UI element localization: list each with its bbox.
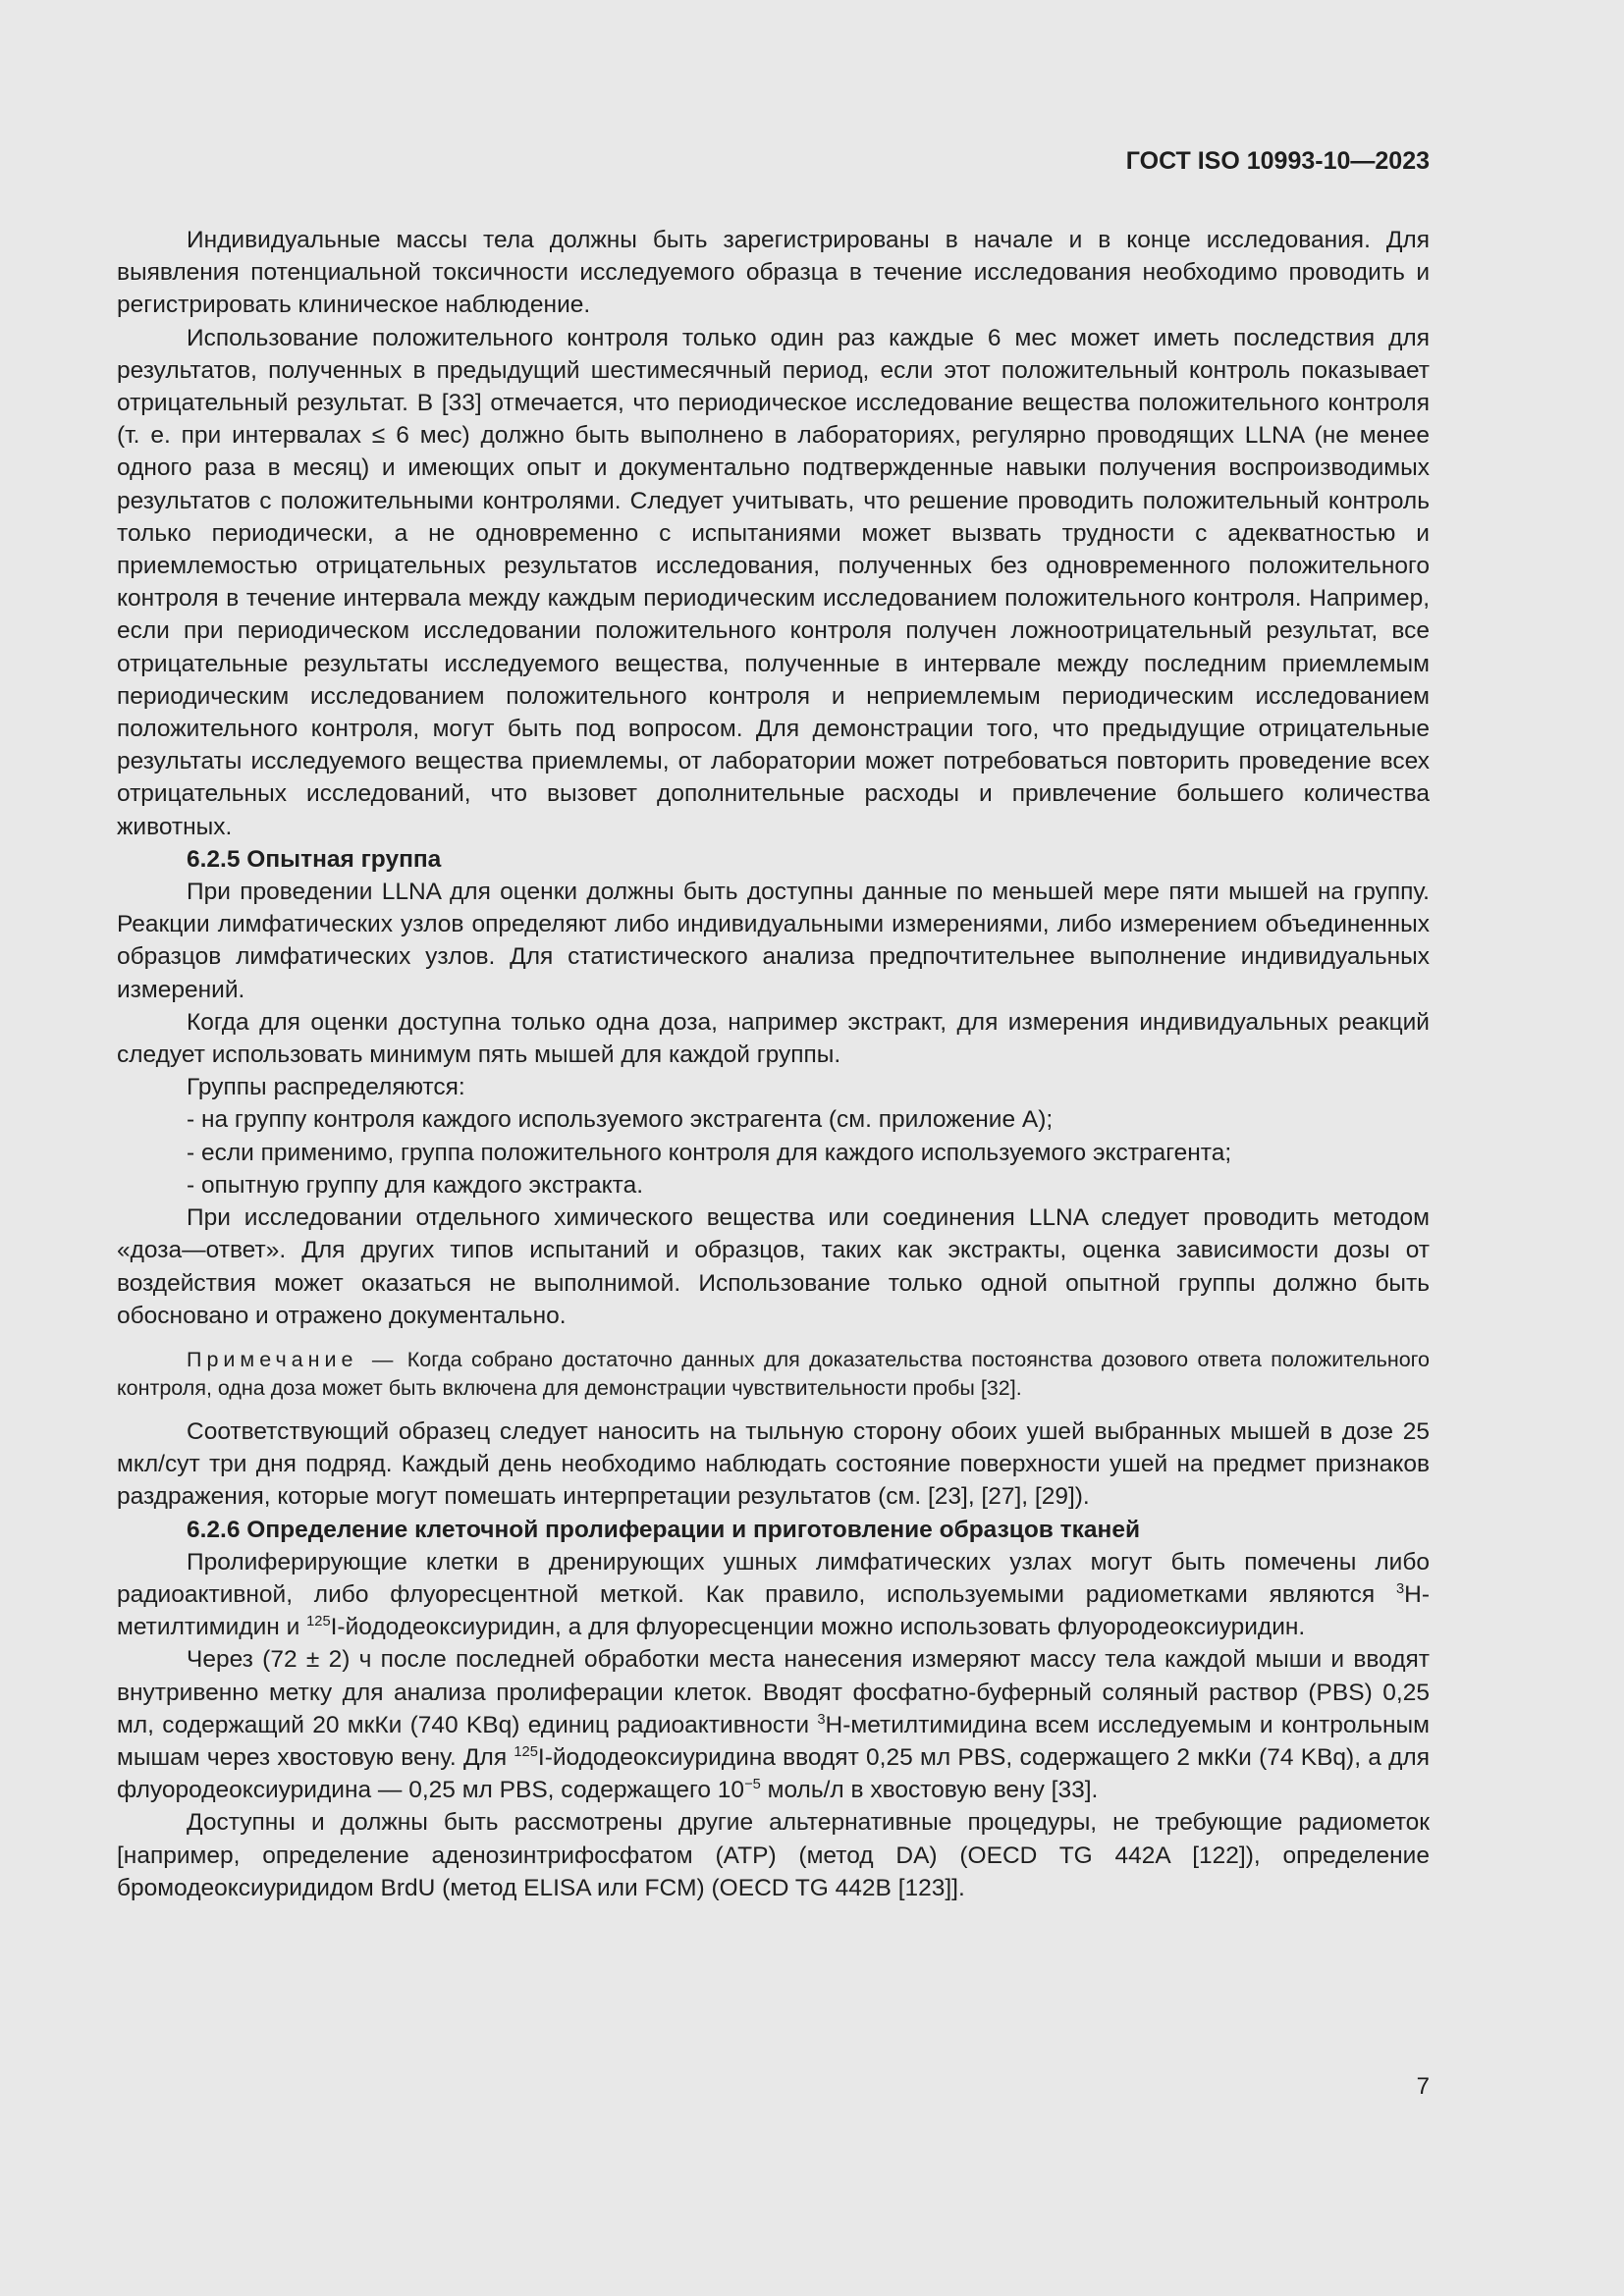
paragraph: Индивидуальные массы тела должны быть зарегистрированы в начале и в конце исследования. Для выявления потенциальной токсичности исследуемого образца в течение исследования необходимо проводить и регистрировать клиническое наблюдение. xyxy=(117,227,1430,319)
section-heading-6-2-6: 6.2.6 Определение клеточной пролиферации и приготовление образцов тканей xyxy=(187,1516,1141,1543)
list-item: - если применимо, группа положительного контроля для каждого используемого экстрагента; xyxy=(187,1139,1232,1166)
text-run: Через (72 ± 2) ч после последней обработки места нанесения измеряют массу тела каждой мыши и вводят внутривенно метку для анализа пролиферации клеток. Вводят фосфатно-буферный соляный раствор (PBS) 0,25 мл, содержащий 20 мкКи (740 KBq) единиц радиоактивности xyxy=(117,1646,1430,1738)
text-run: I-йододеоксиуридина вводят 0,25 мл PBS, содержащего 2 мкКи (74 KBq), а для флуородеоксиуридина — 0,25 мл PBS, содержащего 10 xyxy=(117,1743,1430,1804)
page-number: 7 xyxy=(1416,2073,1430,2100)
text-run: Пролиферирующие клетки в дренирующих ушных лимфатических узлах могут быть помечены либо радиоактивной, либо флуоресцентной меткой. Как правило, используемыми радиометками являются xyxy=(117,1548,1430,1608)
paragraph xyxy=(117,1643,1430,1806)
note-text: Когда собрано достаточно данных для доказательства постоянства дозового ответа положительного контроля, одна доза может быть включена для демонстрации чувствительности пробы [32]. xyxy=(117,1347,1430,1400)
superscript: 125 xyxy=(306,1613,331,1629)
paragraph: Когда для оценки доступна только одна доза, например экстракт, для измерения индивидуальных реакций следует использовать минимум пять мышей для каждой группы. xyxy=(117,1008,1430,1069)
list-item: - опытную группу для каждого экстракта. xyxy=(187,1171,644,1199)
paragraph: Соответствующий образец следует наносить на тыльную сторону обоих ушей выбранных мышей в дозе 25 мкл/сут три дня подряд. Каждый день необходимо наблюдать состояние поверхности ушей на предмет признаков раздражения, которые могут помешать интерпретации результатов (см. [23], [27], [29]). xyxy=(117,1417,1430,1511)
superscript: 3 xyxy=(1395,1580,1405,1597)
paragraph: При исследовании отдельного химического вещества или соединения LLNA следует проводить методом «доза—ответ». Для других типов испытаний и образцов, таких как экстракты, оценка зависимости дозы от воздействия может оказаться не выполнимой. Использование только одной опытной группы должно быть обосновано и отражено документально. xyxy=(117,1204,1430,1329)
paragraph: Группы распределяются: xyxy=(187,1074,465,1101)
list-item: - на группу контроля каждого используемого экстрагента (см. приложение А); xyxy=(187,1106,1054,1134)
text-run: H-метилтимидин и xyxy=(117,1580,1430,1641)
text-run: моль/л в хвостовую вену [33]. xyxy=(760,1777,1099,1804)
note-label: Примечание — xyxy=(187,1347,399,1371)
superscript: −5 xyxy=(744,1776,761,1792)
text-run: H-метилтимидина всем исследуемым и контрольным мышам через хвостовую вену. Для xyxy=(117,1711,1430,1771)
text-run: I-йододеоксиуридин, а для флуоресценции можно использовать флуородеоксиуридин. xyxy=(330,1614,1306,1641)
paragraph: Доступны и должны быть рассмотрены другие альтернативные процедуры, не требующие радиометок [например, определение аденозинтрифосфатом (ATP) (метод DA) (OECD TG 442A [122]), определение бромодеоксиуридидом BrdU (метод ELISA или FCM) (OECD TG 442B [123]]. xyxy=(117,1809,1430,1901)
superscript: 3 xyxy=(817,1711,826,1728)
document-header: ГОСТ ISO 10993-10—2023 xyxy=(1125,147,1430,175)
note xyxy=(117,1346,1430,1403)
superscript: 125 xyxy=(514,1743,538,1760)
paragraph xyxy=(117,1546,1430,1644)
section-heading-6-2-5: 6.2.5 Опытная группа xyxy=(187,845,442,873)
document-body xyxy=(117,224,1430,1904)
paragraph: Использование положительного контроля только один раз каждые 6 мес может иметь последствия для результатов, полученных в предыдущий шестимесячный период, если этот положительный контроль показывает отрицательный результат. В [33] отмечается, что периодическое исследование вещества положительного контроля (т. е. при интервалах ≤ 6 мес) должно быть выполнено в лабораториях, регулярно проводящих LLNA (не менее одного раза в месяц) и имеющих опыт и документально подтвержденные навыки получения воспроизводимых результатов с положительными контролями. Следует учитывать, что решение проводить положительный контроль только периодически, а не одновременно с испытаниями может вызвать трудности с адекватностью и приемлемостью отрицательных результатов исследования, полученных без одновременного положительного контроля в течение интервала между каждым периодическим исследованием положительного контроля. Например, если при периодическом исследовании положительного контроля получен ложноотрицательный результат, все отрицательные результаты исследуемого вещества, полученные в интервале между последним приемлемым периодическим исследованием положительного контроля и неприемлемым периодическим исследованием положительного контроля, могут быть под вопросом. Для демонстрации того, что предыдущие отрицательные результаты исследуемого вещества приемлемы, от лаборатории может потребоваться повторить проведение всех отрицательных исследований, что вызовет дополнительные расходы и привлечение большего количества животных. xyxy=(117,324,1430,840)
paragraph: При проведении LLNA для оценки должны быть доступны данные по меньшей мере пяти мышей на группу. Реакции лимфатических узлов определяют либо индивидуальными измерениями, либо измерением объединенных образцов лимфатических узлов. Для статистического анализа предпочтительнее выполнение индивидуальных измерений. xyxy=(117,879,1430,1003)
